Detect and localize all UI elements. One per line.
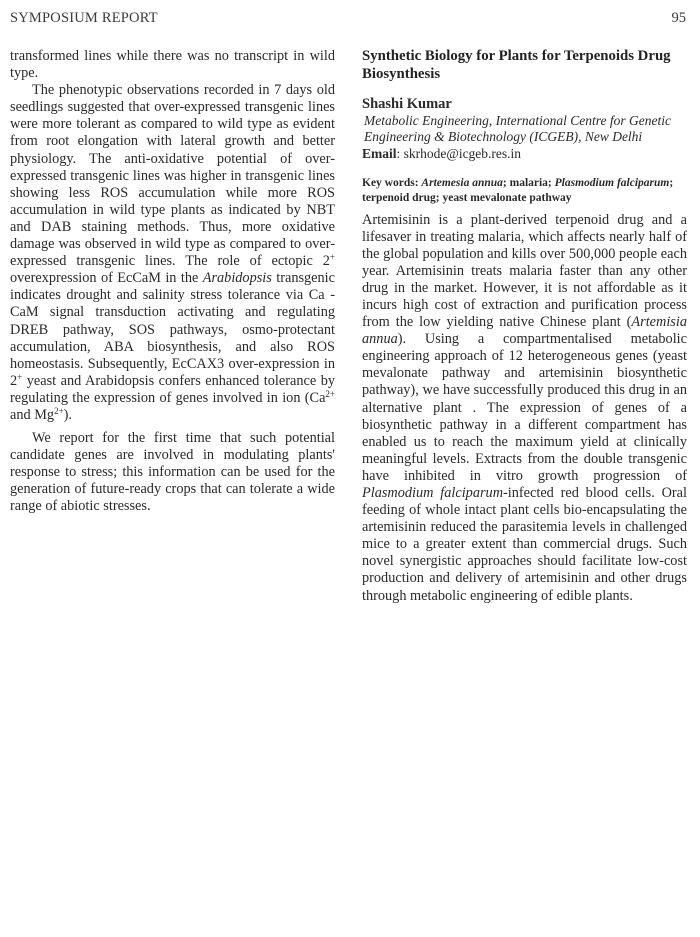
text-run: ). Using a compartmentalised metabolic engineering approach of 12 heterogeneous genes (yeast mevalonate pathway and artemisinin biosynthetic pathway), we have successfully produced this drug in an alternative plant . The expression of genes of a biosynthetic pathway in a different compartment has enabled us to reach the maximum yield at clinically meaningful levels. Extracts from the double transgenic have inhibited in vitro growth progression of — [362, 331, 687, 484]
superscript: + — [17, 371, 23, 382]
text-run: The phenotypic observations recorded in 7 days old seedlings suggested that over-expressed transgenic lines were more tolerant as compared to wild type as evident from root elongation with lateral growth and better physiology. The anti-oxidative potential of over-expressed transgenic lines was higher in transgenic lines showing less ROS accumulation while more ROS accumulation in wild type plants as indicated by NBT and DAB staining methods. Thus, more oxidative damage was observed in wild type as compared to over-expressed transgenic lines. The role of ectopic 2 — [10, 82, 335, 270]
article-title: Synthetic Biology for Plants for Terpenoids Drug Biosynthesis — [362, 48, 671, 82]
species-name: Arabidopsis — [202, 270, 272, 287]
superscript: 2+ — [54, 405, 64, 416]
text-run: overexpression of EcCaM in the — [10, 270, 203, 287]
page-number: 95 — [671, 10, 686, 26]
author-name: Shashi Kumar — [362, 96, 452, 112]
text-run: ). — [63, 406, 72, 423]
left-column — [10, 48, 335, 516]
author-email — [362, 146, 687, 162]
keywords — [362, 176, 687, 206]
superscript: 2+ — [325, 388, 335, 399]
text-run: transgenic indicates drought and salinity stress tolerance via Ca - CaM signal transduction activating and regulating DREB pathway, SOS pathways, osmo-protectant accumulation, ABA biosynthesis, and also ROS homeostasis. Subsequently, EcCAX3 over-expression in 2 — [10, 270, 335, 389]
species-name: Artemisia annua — [362, 314, 687, 348]
keyword: Plasmodium falciparum — [554, 176, 670, 189]
email-label: Email — [362, 145, 397, 161]
text-run: Artemisinin is a plant-derived terpenoid drug and a lifesaver in treating malaria, which affects nearly half of the global population and kills over 500,000 people each year. Artemisinin treats malaria faster than any other drug in the market. However, it is not affordable as it incurs high cost of extraction and purification process from the low yielding native Chinese plant ( — [362, 211, 687, 331]
running-head-section: SYMPOSIUM REPORT — [10, 10, 158, 26]
text-run: -infected red blood cells. Oral feeding of whole intact plant cells bio-encapsulating the artemisinin reduced the parasitemia levels in challenged mice to a greater extent than commercial drugs. Such novel synergistic approaches should facilitate low-cost production and delivery of artemisinin and other drugs through metabolic engineering of edible plants. — [362, 485, 687, 604]
email-address: : skrhode@icgeb.res.in — [396, 145, 522, 161]
running-head — [10, 10, 686, 28]
keyword-list: ; terpenoid drug; yeast mevalonate pathway — [362, 176, 674, 204]
right-column — [362, 47, 687, 605]
author-affiliation: Metabolic Engineering, International Centre for Genetic Engineering & Biotechnology (ICGEB), New Delhi — [364, 113, 671, 145]
superscript: + — [329, 252, 335, 263]
conclusion-paragraph: We report for the first time that such potential candidate genes are involved in modulating plants' response to stress; this information can be used for the generation of future-ready crops that can tolerate a wide range of abiotic stresses. — [10, 430, 335, 515]
phenotype-paragraph — [10, 82, 335, 424]
species-name: Plasmodium falciparum — [362, 485, 504, 501]
keyword: Artemesia annua — [421, 176, 503, 189]
text-run: and Mg — [10, 406, 55, 423]
continued-paragraph: transformed lines while there was no transcript in wild type. — [10, 48, 335, 82]
abstract-paragraph — [362, 212, 687, 605]
keyword-separator: ; malaria; — [502, 176, 555, 189]
text-run: yeast and Arabidopsis confers enhanced tolerance by regulating the expression of genes involved in ion (Ca — [10, 372, 335, 406]
keywords-label: Key words: — [362, 176, 422, 189]
